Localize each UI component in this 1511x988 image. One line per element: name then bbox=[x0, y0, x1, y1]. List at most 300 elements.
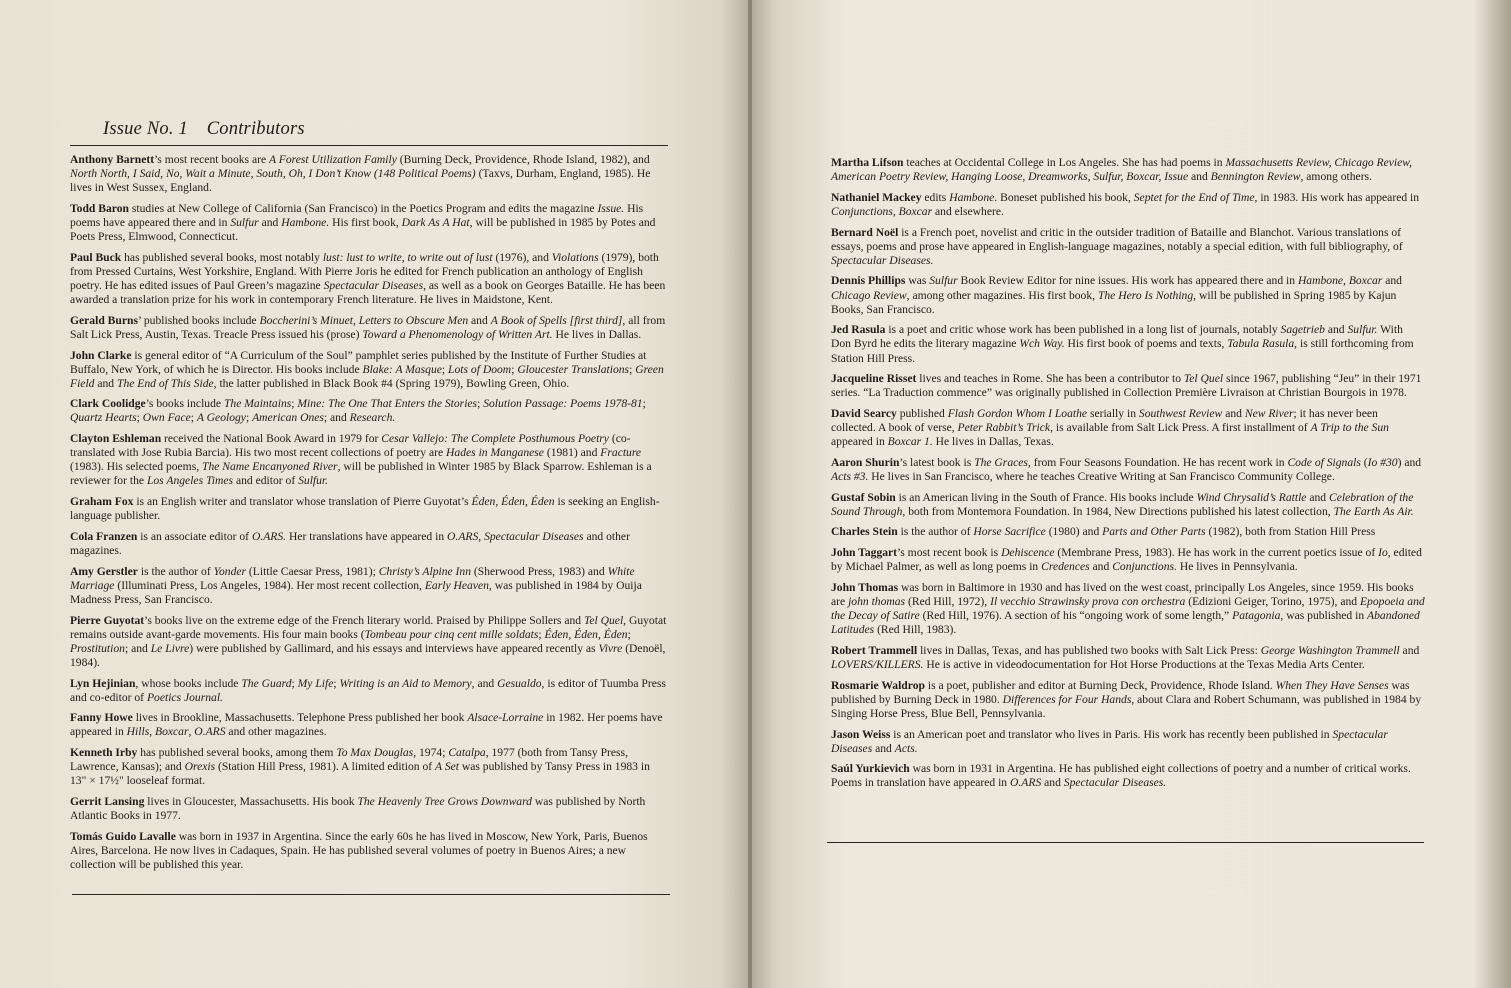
bio-text: . Boneset published his book, bbox=[994, 190, 1134, 204]
bio-text: ; bbox=[291, 397, 298, 411]
bio-text: was published by Burning Deck in 1980. bbox=[831, 678, 1410, 706]
bio-text: He is active in videodocumentation for Hot Horse Productions at the Texas Media Arts Center. bbox=[923, 657, 1365, 671]
bio-text: , the latter published in Black Book #4 (Spring 1979), Bowling Green, Ohio. bbox=[213, 376, 570, 390]
bio-text: and bbox=[1324, 323, 1348, 337]
bio-text: and bbox=[258, 215, 282, 229]
bio-text: (Station Hill Press, 1981). A limited edition of bbox=[215, 760, 436, 774]
bio-text: in 1982. Her poems have appeared in bbox=[70, 711, 663, 739]
bio-text: was born in Baltimore in 1930 and has lived on the west coast, principally Los Angeles, since 1959. His books are bbox=[831, 580, 1414, 608]
title-text: Lots of Doom bbox=[448, 362, 512, 376]
bio-text: published bbox=[896, 406, 948, 420]
contributor-name: Kenneth Irby bbox=[70, 746, 138, 760]
bio-text: , Guyotat remains outside avant-garde movements. His four main books ( bbox=[70, 613, 667, 641]
bio-text: ; bbox=[441, 362, 449, 376]
bio-text: and bbox=[1089, 560, 1113, 574]
bio-text: and bbox=[468, 313, 491, 327]
title-text: O.ARS bbox=[194, 725, 226, 739]
contributor-name: Tomás Guido Lavalle bbox=[70, 829, 176, 843]
contributor-name: Anthony Barnett bbox=[70, 153, 155, 166]
bio-text: ) were published by Gallimard, and his essays and interviews have appeared recently as bbox=[189, 641, 599, 655]
contributor-entry bbox=[831, 679, 1425, 721]
bio-text: , bbox=[149, 725, 156, 739]
title-text: LOVERS/KILLERS. bbox=[831, 657, 924, 671]
title-text: Wind Chrysalid’s Rattle bbox=[1196, 490, 1307, 504]
title-text: Éden, Éden, Éden bbox=[544, 627, 628, 641]
title-text: O.ARS bbox=[1010, 776, 1042, 790]
bio-text: , will be published in Spring 1985 by Kajun Books, San Francisco. bbox=[831, 288, 1397, 316]
title-text: Massachusetts Review, Chicago Review, American Poetry Review, Hanging Loose, Dreamworks, Sulfur, Boxcar, Issue bbox=[831, 156, 1413, 184]
title-text: Epopoeia and the Decay of Satire bbox=[831, 594, 1425, 623]
contributor-name: Robert Trammell bbox=[831, 643, 918, 657]
bio-text: (1976), and bbox=[492, 250, 552, 264]
bio-text: is seeking an English-language publisher. bbox=[70, 495, 660, 523]
contributor-entry bbox=[70, 677, 668, 705]
contributor-entry bbox=[831, 191, 1425, 219]
contributor-name: Martha Lifson bbox=[831, 156, 904, 169]
contributor-entry bbox=[831, 456, 1425, 484]
bio-text: is a poet, publisher and editor at Burning Deck, Providence, Rhode Island. bbox=[924, 678, 1276, 692]
bio-text: Book Review Editor for nine issues. His work has appeared there and in bbox=[957, 274, 1298, 288]
bio-text: is a French poet, novelist and critic in the outsider tradition of Bataille and Blanchot. Various translations of essays, poems and prose have appeared in English-language magazines, notably a special edition, with full bibliography, of bbox=[831, 225, 1403, 253]
bio-text: ’s books include bbox=[145, 397, 224, 411]
bio-text: is an American living in the South of France. His books include bbox=[895, 490, 1197, 504]
title-text: Spectacular Diseases bbox=[831, 727, 1388, 755]
bio-text: He lives in Dallas, Texas. bbox=[932, 435, 1054, 449]
bio-text: and bbox=[1399, 643, 1420, 657]
contributor-name: Charles Stein bbox=[831, 525, 898, 539]
bio-text: , about Clara and Robert Schumann, was published in 1984 by Singing Horse Press, Blue Bell, Pennsylvania. bbox=[831, 692, 1422, 720]
bio-text: (1981) and bbox=[543, 446, 601, 460]
bio-text: and other magazines. bbox=[70, 529, 630, 557]
bio-text: has published several books, most notably bbox=[121, 250, 323, 264]
bio-text: , is editor of Tuumba Press and co-editor of bbox=[70, 676, 666, 704]
bio-text: ; bbox=[511, 362, 518, 376]
title-text: Tabula Rasula bbox=[1227, 337, 1295, 351]
contributor-entry bbox=[70, 202, 668, 244]
bio-text: lives in Gloucester, Massachusetts. His book bbox=[144, 794, 358, 808]
title-text: To Max Douglas bbox=[336, 746, 414, 760]
bio-text: was published by North Atlantic Books in 1977. bbox=[70, 794, 646, 823]
title-text: The Name Encanyoned River bbox=[202, 460, 338, 474]
title-text: O.ARS. bbox=[251, 529, 287, 543]
bio-text: (co-translated with Jose Rubia Barcia). His two most recent collections of poetry are bbox=[70, 432, 631, 460]
title-text: American Ones bbox=[252, 411, 324, 425]
contributor-name: Gerrit Lansing bbox=[70, 794, 145, 808]
bio-text: , was published in bbox=[1280, 609, 1368, 623]
bio-text: ) and bbox=[1397, 455, 1422, 469]
contributors-column-left bbox=[70, 153, 668, 879]
title-text: Code of Signals bbox=[1287, 455, 1361, 469]
title-text: Hambone. bbox=[281, 215, 330, 229]
bio-text: ; bbox=[642, 397, 646, 411]
title-text: Il vecchio Strawinsky prova con orchestra bbox=[990, 594, 1186, 608]
bio-text: (Red Hill, 1972), bbox=[905, 594, 991, 608]
bio-text: was born in 1937 in Argentina. Since the early 60s he has lived in Moscow, New York, Paris, Buenos Aires, Barcelona. He now lives in Cadaques, Spain. He has published several volumes of poetry in Buenos Aires; a new collection will be published this year. bbox=[70, 829, 648, 871]
title-text: Los Angeles Times bbox=[146, 474, 234, 488]
title-text: Mine: The One That Enters the Stories bbox=[297, 397, 478, 411]
contributor-name: Lyn Hejinian bbox=[70, 676, 136, 690]
title-text: Boxcar 1. bbox=[887, 435, 933, 449]
title-text: Sulfur. bbox=[298, 474, 329, 488]
bio-text: ’s most recent books are bbox=[154, 153, 270, 166]
title-text: Conjunctions. bbox=[1112, 560, 1177, 574]
title-text: Yonder bbox=[213, 564, 247, 578]
bio-text: (1983). His selected poems, bbox=[70, 460, 203, 474]
contributor-entry bbox=[831, 372, 1425, 400]
title-text: Le Livre bbox=[150, 641, 190, 655]
title-text: O.ARS, Spectacular Diseases bbox=[447, 529, 584, 543]
bio-text: (1980) and bbox=[1045, 525, 1103, 539]
contributor-name: Clayton Eshleman bbox=[70, 432, 162, 446]
title-text: Peter Rabbit’s Trick bbox=[957, 421, 1051, 435]
title-text: A Trip to the Sun bbox=[1310, 421, 1389, 435]
contributor-name: Saúl Yurkievich bbox=[831, 762, 910, 776]
title-text: Septet for the End of Time bbox=[1133, 190, 1255, 204]
title-text: Green Field bbox=[70, 362, 664, 390]
bio-text: is an American poet and translator who lives in Paris. His work has recently been published in bbox=[890, 727, 1333, 741]
bio-text: and bbox=[1306, 490, 1329, 504]
bio-text: was bbox=[905, 274, 930, 288]
bio-text: His poems have appeared there and in bbox=[70, 201, 644, 229]
contributor-name: John Taggart bbox=[831, 546, 898, 560]
bio-text: received the National Book Award in 1979 for bbox=[161, 432, 382, 446]
contributor-name: Cola Franzen bbox=[70, 529, 138, 543]
title-text: Prostitution bbox=[70, 641, 125, 655]
contributor-entry bbox=[831, 644, 1425, 672]
title-text: White Marriage bbox=[70, 564, 635, 592]
title-text: Solution Passage: Poems 1978-81 bbox=[483, 397, 643, 411]
contributor-entry bbox=[70, 830, 668, 872]
bio-text: ’ published books include bbox=[137, 313, 260, 327]
contributor-entry bbox=[831, 728, 1425, 756]
bio-text: and bbox=[1382, 274, 1402, 288]
bio-text: Her translations have appeared in bbox=[286, 529, 448, 543]
title-text: Conjunctions, Boxcar bbox=[831, 204, 933, 218]
bio-text: , whose books include bbox=[135, 676, 242, 690]
title-text: Toward a Phenomenology of Written Art. bbox=[362, 327, 553, 341]
contributor-entry bbox=[70, 530, 668, 558]
title-text: Orexis bbox=[184, 760, 216, 774]
contributor-name: David Searcy bbox=[831, 406, 897, 420]
bio-text: and other magazines. bbox=[225, 725, 327, 739]
bio-text: , as well as a book on Georges Bataille. He has been awarded a translation prize for his work in contemporary French literature. He lives in Maidstone, Kent. bbox=[70, 278, 666, 307]
bio-text: His first book of poems and texts, bbox=[1064, 337, 1228, 351]
title-text: Poetics Journal. bbox=[146, 690, 223, 704]
title-text: The Maintains bbox=[223, 397, 292, 411]
bio-text: , 1974; bbox=[413, 746, 449, 760]
contributor-entry bbox=[831, 407, 1425, 449]
bio-text: He lives in San Francisco, where he teaches Creative Writing at San Francisco Community College. bbox=[868, 469, 1335, 483]
title-text: Éden, Éden, Éden bbox=[471, 495, 555, 509]
end-rule-left bbox=[72, 894, 670, 895]
contributor-name: Dennis Phillips bbox=[831, 274, 906, 288]
title-text: Catalpa bbox=[448, 746, 486, 760]
title-text: A Book of Spells [first third] bbox=[490, 313, 623, 327]
bio-text: ; bbox=[333, 676, 340, 690]
contributor-entry bbox=[70, 397, 668, 425]
contributor-entry bbox=[831, 323, 1425, 365]
bio-text: , bbox=[188, 725, 195, 739]
title-text: Sulfur bbox=[230, 215, 259, 229]
bio-text: is general editor of “A Curriculum of the Soul” pamphlet series published by the Institute of Further Studies at Buffalo, New York, of which he is Director. His books include bbox=[70, 348, 647, 376]
bio-text: lives and teaches in Rome. She has been a contributor to bbox=[916, 372, 1184, 386]
bio-text: (Red Hill, 1983). bbox=[874, 623, 957, 637]
contributor-name: Rosmarie Waldrop bbox=[831, 678, 925, 692]
bio-text: , from Four Seasons Foundation. He has recent work in bbox=[1027, 455, 1288, 469]
title-text: Abandoned Latitudes bbox=[831, 609, 1420, 637]
title-text: The Graces bbox=[974, 455, 1028, 469]
bio-text: ; bbox=[538, 627, 545, 641]
title-text: Own Face bbox=[142, 411, 191, 425]
title-text: Gloucester Translations bbox=[517, 362, 630, 376]
title-text: Writing is an Aid to Memory bbox=[339, 676, 472, 690]
bio-text: is an English writer and translator whose translation of Pierre Guyotat’s bbox=[133, 495, 472, 509]
contributor-entry bbox=[70, 746, 668, 788]
title-text: Differences for Four Hands bbox=[1002, 692, 1132, 706]
title-text: Hills bbox=[126, 725, 150, 739]
title-text: Credences bbox=[1041, 560, 1090, 574]
title-text: A Geology bbox=[196, 411, 246, 425]
title-text: Hambone bbox=[949, 190, 995, 204]
bio-text: and bbox=[1188, 170, 1211, 184]
contributor-entry bbox=[831, 491, 1425, 519]
bio-text: teaches at Occidental College in Los Angeles. She has had poems in bbox=[903, 156, 1226, 169]
contributor-entry bbox=[831, 762, 1425, 790]
bio-text: ’s most recent book is bbox=[897, 546, 1002, 560]
contributor-name: Graham Fox bbox=[70, 495, 134, 509]
bio-text: ; it has never been collected. A book of verse, bbox=[831, 406, 1378, 435]
title-text: Horse Sacrifice bbox=[973, 525, 1046, 539]
bio-text: ’s books live on the extreme edge of the French literary world. Praised by Philippe Sollers and bbox=[144, 613, 584, 627]
title-text: Boxcar bbox=[155, 725, 189, 739]
contributor-entry bbox=[831, 226, 1425, 268]
contributor-entry bbox=[70, 495, 668, 523]
bio-text: (Taxvs, Durham, England, 1985). He lives in West Sussex, England. bbox=[70, 167, 651, 195]
title-text: Celebration of the Sound Through bbox=[831, 490, 1414, 518]
title-text: Chicago Review bbox=[831, 288, 907, 302]
contributor-entry bbox=[70, 711, 668, 739]
bio-text: and editor of bbox=[233, 474, 299, 488]
title-text: Acts. bbox=[894, 741, 918, 755]
contributor-entry bbox=[70, 565, 668, 607]
bio-text: and elsewhere. bbox=[932, 204, 1004, 218]
bio-text: ; and bbox=[124, 641, 151, 655]
bio-text: (Edizioni Geiger, Torino, 1975), and bbox=[1185, 594, 1360, 608]
contributor-entry bbox=[831, 525, 1425, 539]
bio-text: (1982), both from Station Hill Press bbox=[1205, 525, 1376, 539]
title-text: When They Have Senses bbox=[1275, 678, 1389, 692]
bio-text: , among others. bbox=[1300, 170, 1372, 184]
contributors-column-right bbox=[831, 156, 1425, 797]
bio-text: has published several books, among them bbox=[137, 746, 337, 760]
title-text: Io bbox=[1378, 546, 1388, 560]
title-text: Hambone, Boxcar bbox=[1297, 274, 1383, 288]
contributor-entry bbox=[70, 349, 668, 391]
bio-text: , was published in 1984 by Ouija Madness Press, San Francisco. bbox=[70, 578, 642, 606]
title-text: Dark As A Hat bbox=[401, 215, 470, 229]
show-through-text bbox=[470, 56, 480, 103]
contributor-name: Gustaf Sobin bbox=[831, 490, 896, 504]
bio-text: , will be published in 1985 by Potes and Poets Press, Elmwood, Connecticut. bbox=[70, 215, 656, 244]
title-text: Issue. bbox=[597, 201, 625, 215]
contributor-entry bbox=[831, 156, 1425, 184]
title-text: Acts #3. bbox=[831, 469, 869, 483]
contributor-name: John Clarke bbox=[70, 348, 132, 362]
bio-text: (Burning Deck, Providence, Rhode Island, 1982), and bbox=[396, 153, 650, 166]
bio-text: serially in bbox=[1087, 406, 1139, 420]
bio-text: ; bbox=[627, 627, 631, 641]
bio-text: , both from Montemora Foundation. In 1984, New Directions published his latest collection, bbox=[902, 504, 1334, 518]
bio-text: is the author of bbox=[897, 525, 974, 539]
title-text: lust: lust to write, to write out of lust bbox=[322, 250, 493, 264]
contributor-name: Paul Buck bbox=[70, 250, 122, 264]
title-text: Bennington Review bbox=[1210, 170, 1301, 184]
bio-text: is the author of bbox=[137, 564, 214, 578]
issue-label: Issue No. 1 bbox=[103, 119, 188, 139]
page-heading bbox=[103, 119, 633, 140]
title-text: Boccherini’s Minuet, Letters to Obscure Men bbox=[259, 313, 469, 327]
bio-text: (Red Hill, 1976). A section of his “ongoing work of some length,” bbox=[919, 609, 1233, 623]
end-rule-right bbox=[827, 842, 1424, 843]
contributor-name: Bernard Noël bbox=[831, 225, 899, 239]
title-text: Flash Gordon Whom I Loathe bbox=[947, 406, 1088, 420]
title-text: Tel Quel bbox=[583, 613, 624, 627]
contributor-entry bbox=[70, 314, 668, 342]
bio-text: (Illuminati Press, Los Angeles, 1984). Her most recent collection, bbox=[114, 578, 425, 592]
bio-text: lives in Dallas, Texas, and has published two books with Salt Lick Press: bbox=[917, 643, 1261, 657]
section-title: Contributors bbox=[206, 119, 305, 139]
bio-text: ; bbox=[291, 676, 298, 690]
contributor-entry bbox=[831, 274, 1425, 316]
bio-text: ( bbox=[1360, 455, 1368, 469]
bio-text: and bbox=[1041, 776, 1064, 790]
title-text: Research. bbox=[349, 411, 396, 425]
contributor-name: Amy Gerstler bbox=[70, 564, 138, 578]
title-text: Quartz Hearts bbox=[70, 411, 137, 425]
bio-text: ’s latest book is bbox=[899, 455, 975, 469]
bio-text: He lives in Dallas. bbox=[552, 327, 642, 341]
title-text: The Guard bbox=[241, 676, 292, 690]
title-text: The Earth As Air. bbox=[1333, 504, 1414, 518]
bio-text: ; bbox=[136, 411, 143, 425]
bio-text: ; bbox=[629, 362, 636, 376]
bio-text: , in 1983. His work has appeared in bbox=[1254, 190, 1420, 204]
bio-text: was born in 1931 in Argentina. He has published eight collections of poetry and a number of critical works. Poems in translation have appeared in bbox=[831, 762, 1411, 790]
bio-text: , among other magazines. His first book, bbox=[906, 288, 1098, 302]
title-text: George Washington Trammell bbox=[1260, 643, 1400, 657]
contributor-name: Todd Baron bbox=[70, 201, 129, 215]
bio-text: He lives in Pennsylvania. bbox=[1176, 560, 1298, 574]
contributor-entry bbox=[70, 795, 668, 823]
title-text: Spectacular Diseases bbox=[323, 278, 424, 292]
title-text: Sagetrieb bbox=[1280, 323, 1325, 337]
bio-text: is an associate editor of bbox=[137, 529, 252, 543]
bio-text: , is still forthcoming from Station Hill Press. bbox=[831, 337, 1414, 365]
contributor-name: Gerald Burns bbox=[70, 313, 138, 327]
title-text: Blake: A Masque bbox=[362, 362, 442, 376]
contributor-entry bbox=[831, 546, 1425, 574]
bio-text: His first book, bbox=[329, 215, 402, 229]
bio-text: is a poet and critic whose work has been published in a long list of journals, notably bbox=[885, 323, 1281, 337]
heading-rule bbox=[70, 145, 668, 146]
contributor-entry bbox=[70, 251, 668, 307]
title-text: Patagonia bbox=[1232, 609, 1281, 623]
right-page bbox=[752, 0, 1511, 988]
title-text: Early Heaven bbox=[424, 578, 489, 592]
bio-text: since 1967, publishing “Jeu” in their 1971 series. “La Traduction commence” was originally published in Collection Première Livraison at Christian Bourgois in 1978. bbox=[831, 372, 1422, 400]
left-page bbox=[0, 0, 750, 988]
title-text: Fracture bbox=[600, 446, 642, 460]
title-text: Hades in Manganese bbox=[446, 446, 544, 460]
bio-text: (Membrane Press, 1983). He has work in the current poetics issue of bbox=[1054, 546, 1379, 560]
bio-text: was published by Tansy Press in 1983 in 13" × 17½" looseleaf format. bbox=[70, 760, 650, 788]
title-text: Sulfur. bbox=[1347, 323, 1378, 337]
bio-text: (Denoël, 1984). bbox=[70, 641, 666, 669]
bio-text: , and bbox=[471, 676, 498, 690]
title-text: Tel Quel bbox=[1183, 372, 1224, 386]
bio-text: ; bbox=[190, 411, 197, 425]
title-text: A Set bbox=[435, 760, 459, 774]
title-text: Southwest Review bbox=[1138, 406, 1223, 420]
title-text: Parts and Other Parts bbox=[1102, 525, 1206, 539]
bio-text: and bbox=[1222, 406, 1245, 420]
title-text: john thomas bbox=[848, 594, 906, 608]
title-text: New River bbox=[1244, 406, 1294, 420]
title-text: Gesualdo bbox=[497, 676, 542, 690]
bio-text: ; bbox=[245, 411, 253, 425]
bio-text: , will be published in Winter 1985 by Black Sparrow. Eshleman is a reviewer for the bbox=[70, 460, 652, 488]
bio-text: (Little Caesar Press, 1981); bbox=[246, 564, 379, 578]
bio-text: (1979), both from Pressed Curtains, West Yorkshire, England. With Pierre Joris he edited for French publication an anthology of English poetry. He has edited issues of Paul Green’s magazine bbox=[70, 250, 659, 292]
contributor-name: Fanny Howe bbox=[70, 711, 133, 725]
title-text: The Hero Is Nothing bbox=[1097, 288, 1194, 302]
title-text: Vivre bbox=[598, 641, 623, 655]
bio-text: edits bbox=[921, 190, 950, 204]
title-text: Alsace-Lorraine bbox=[467, 711, 544, 725]
title-text: Tombeau pour cinq cent mille soldats bbox=[364, 627, 539, 641]
bio-text: , edited by Michael Palmer, as well as long poems in bbox=[831, 546, 1422, 574]
bio-text: ; bbox=[477, 397, 484, 411]
title-text: Spectacular Diseases. bbox=[1063, 776, 1167, 790]
bio-text: and bbox=[872, 741, 895, 755]
bio-text: ; and bbox=[323, 411, 350, 425]
title-text: Violations bbox=[551, 250, 599, 264]
bio-text: and bbox=[94, 376, 118, 390]
title-text: Wch Way. bbox=[1019, 337, 1065, 351]
contributor-name: Nathaniel Mackey bbox=[831, 190, 922, 204]
contributor-entry bbox=[70, 614, 668, 670]
contributor-entry bbox=[70, 432, 668, 488]
bio-text: , all from Salt Lick Press, Austin, Texas. Treacle Press issued his (prose) bbox=[70, 313, 666, 341]
bio-text: lives in Brookline, Massachusetts. Telephone Press published her book bbox=[132, 711, 468, 725]
contributor-name: John Thomas bbox=[831, 580, 899, 594]
title-text: Spectacular Diseases. bbox=[831, 253, 934, 267]
title-text: A Forest Utilization Family bbox=[269, 153, 397, 166]
contributor-name: Jason Weiss bbox=[831, 727, 891, 741]
contributor-entry bbox=[831, 581, 1425, 637]
contributor-name: Aaron Shurin bbox=[831, 455, 900, 469]
contributor-name: Pierre Guyotat bbox=[70, 613, 145, 627]
title-text: Io #30 bbox=[1367, 455, 1398, 469]
title-text: Dehiscence bbox=[1001, 546, 1055, 560]
title-text: The Heavenly Tree Grows Downward bbox=[357, 794, 532, 808]
title-text: My Life bbox=[297, 676, 334, 690]
bio-text: appeared in bbox=[831, 435, 888, 449]
contributor-name: Clark Coolidge bbox=[70, 397, 146, 411]
title-text: North North, I Said, No, Wait a Minute, South, Oh, I Don’t Know (148 Political Poems) bbox=[70, 167, 476, 181]
contributor-name: Jacqueline Risset bbox=[831, 372, 917, 386]
title-text: Sulfur bbox=[929, 274, 958, 288]
